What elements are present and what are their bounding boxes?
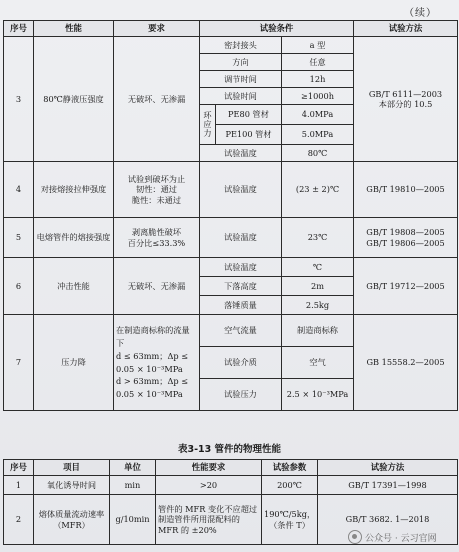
cond-label: 空气流量 — [200, 315, 282, 347]
table-header-row — [4, 460, 458, 476]
cond-label: 试验介质 — [200, 347, 282, 379]
cond-label: 试验温度 — [200, 162, 282, 218]
cond-value: 制造商标称 — [282, 315, 354, 347]
row-method: GB/T 19808—2005 GB/T 19806—2005 — [354, 218, 458, 258]
header-unit: 单位 — [110, 460, 156, 476]
row-params: 190℃/5kg，（条件 T） — [262, 495, 318, 545]
row-no: 6 — [4, 258, 34, 315]
cond-label: 调节时间 — [200, 71, 282, 88]
cond-label: 密封接头 — [200, 37, 282, 54]
row-requirement: 在制造商标称的流量下 d ≤ 63mm；Δp ≤ 0.05 × 10⁻³MPa d > 63mm；Δp ≤ 0.05 × 10⁻³MPa — [114, 315, 200, 411]
cond-value: (23 ± 2)℃ — [282, 162, 354, 218]
header-property: 性能 — [34, 21, 114, 37]
row-requirement: 试验到破坏为止 韧性：通过 脆性：未通过 — [114, 162, 200, 218]
table-row — [4, 258, 458, 277]
row-requirement: 剥离脆性破坏 百分比≤33.3% — [114, 218, 200, 258]
table-row — [4, 162, 458, 218]
header-requirement: 要求 — [114, 21, 200, 37]
cond-value: 2.5 × 10⁻³MPa — [282, 379, 354, 411]
row-item: 氧化诱导时间 — [34, 476, 110, 495]
row-unit: g/10min — [110, 495, 156, 545]
cond-label: 方向 — [200, 54, 282, 71]
row-no: 5 — [4, 218, 34, 258]
header-no: 序号 — [4, 460, 34, 476]
cond-value: a 型 — [282, 37, 354, 54]
cond-label: PE80 管材 — [216, 105, 282, 125]
row-unit: min — [110, 476, 156, 495]
cond-value: 空气 — [282, 347, 354, 379]
cond-label: PE100 管材 — [216, 125, 282, 145]
row-property: 电熔管件的熔接强度 — [34, 218, 114, 258]
cond-label: 试验温度 — [200, 258, 282, 277]
row-requirement: 无破坏、无渗漏 — [114, 37, 200, 162]
header-method: 试验方法 — [318, 460, 458, 476]
cond-label: 落锤质量 — [200, 296, 282, 315]
cond-value: 任意 — [282, 54, 354, 71]
cond-label: 下落高度 — [200, 277, 282, 296]
row-method: GB/T 3682. 1—2018 — [318, 495, 458, 545]
cond-label: 试验温度 — [200, 218, 282, 258]
row-property: 对接熔接拉伸强度 — [34, 162, 114, 218]
wechat-icon — [348, 530, 362, 544]
cond-value: 2.5kg — [282, 296, 354, 315]
row-property: 压力降 — [34, 315, 114, 411]
cond-value: 5.0MPa — [282, 125, 354, 145]
watermark — [348, 530, 437, 544]
header-conditions: 试验条件 — [200, 21, 354, 37]
row-property: 80℃静液压强度 — [34, 37, 114, 162]
table-row — [4, 476, 458, 495]
cond-label: 试验温度 — [200, 145, 282, 162]
table-row — [4, 218, 458, 258]
cond-value: ≥1000h — [282, 88, 354, 105]
cond-value: 23℃ — [282, 218, 354, 258]
table-header-row — [4, 21, 458, 37]
row-item: 熔体质量流动速率（MFR） — [34, 495, 110, 545]
row-no: 7 — [4, 315, 34, 411]
row-no: 3 — [4, 37, 34, 162]
header-item: 项目 — [34, 460, 110, 476]
row-requirement: 管件的 MFR 变化不应超过制造管件所用混配料的 MFR 的 ±20% — [156, 495, 262, 545]
header-no: 序号 — [4, 21, 34, 37]
performance-table — [3, 20, 458, 411]
row-method: GB/T 19810—2005 — [354, 162, 458, 218]
row-requirement: 无破坏、无渗漏 — [114, 258, 200, 315]
row-params: 200℃ — [262, 476, 318, 495]
row-requirement: >20 — [156, 476, 262, 495]
ring-stress-label: 环 应 力 — [200, 105, 216, 145]
row-no: 4 — [4, 162, 34, 218]
continued-label: （续） — [404, 8, 437, 19]
cond-value: ℃ — [282, 258, 354, 277]
header-requirement: 性能要求 — [156, 460, 262, 476]
row-method: GB/T 17391—1998 — [318, 476, 458, 495]
cond-label: 试验压力 — [200, 379, 282, 411]
table-caption: 表3-13 管件的物理性能 — [177, 444, 282, 455]
cond-label: 试验时间 — [200, 88, 282, 105]
row-method: GB 15558.2—2005 — [354, 315, 458, 411]
row-method: GB/T 19712—2005 — [354, 258, 458, 315]
row-property: 冲击性能 — [34, 258, 114, 315]
cond-value: 12h — [282, 71, 354, 88]
row-no: 2 — [4, 495, 34, 545]
row-no: 1 — [4, 476, 34, 495]
watermark-text: 公众号 · 云习官网 — [365, 533, 437, 544]
table-row — [4, 315, 458, 347]
header-params: 试验参数 — [262, 460, 318, 476]
cond-value: 2m — [282, 277, 354, 296]
cond-value: 80℃ — [282, 145, 354, 162]
cond-value: 4.0MPa — [282, 105, 354, 125]
table-row — [4, 37, 458, 54]
row-method: GB/T 6111—2003 本部分的 10.5 — [354, 37, 458, 162]
header-method: 试验方法 — [354, 21, 458, 37]
